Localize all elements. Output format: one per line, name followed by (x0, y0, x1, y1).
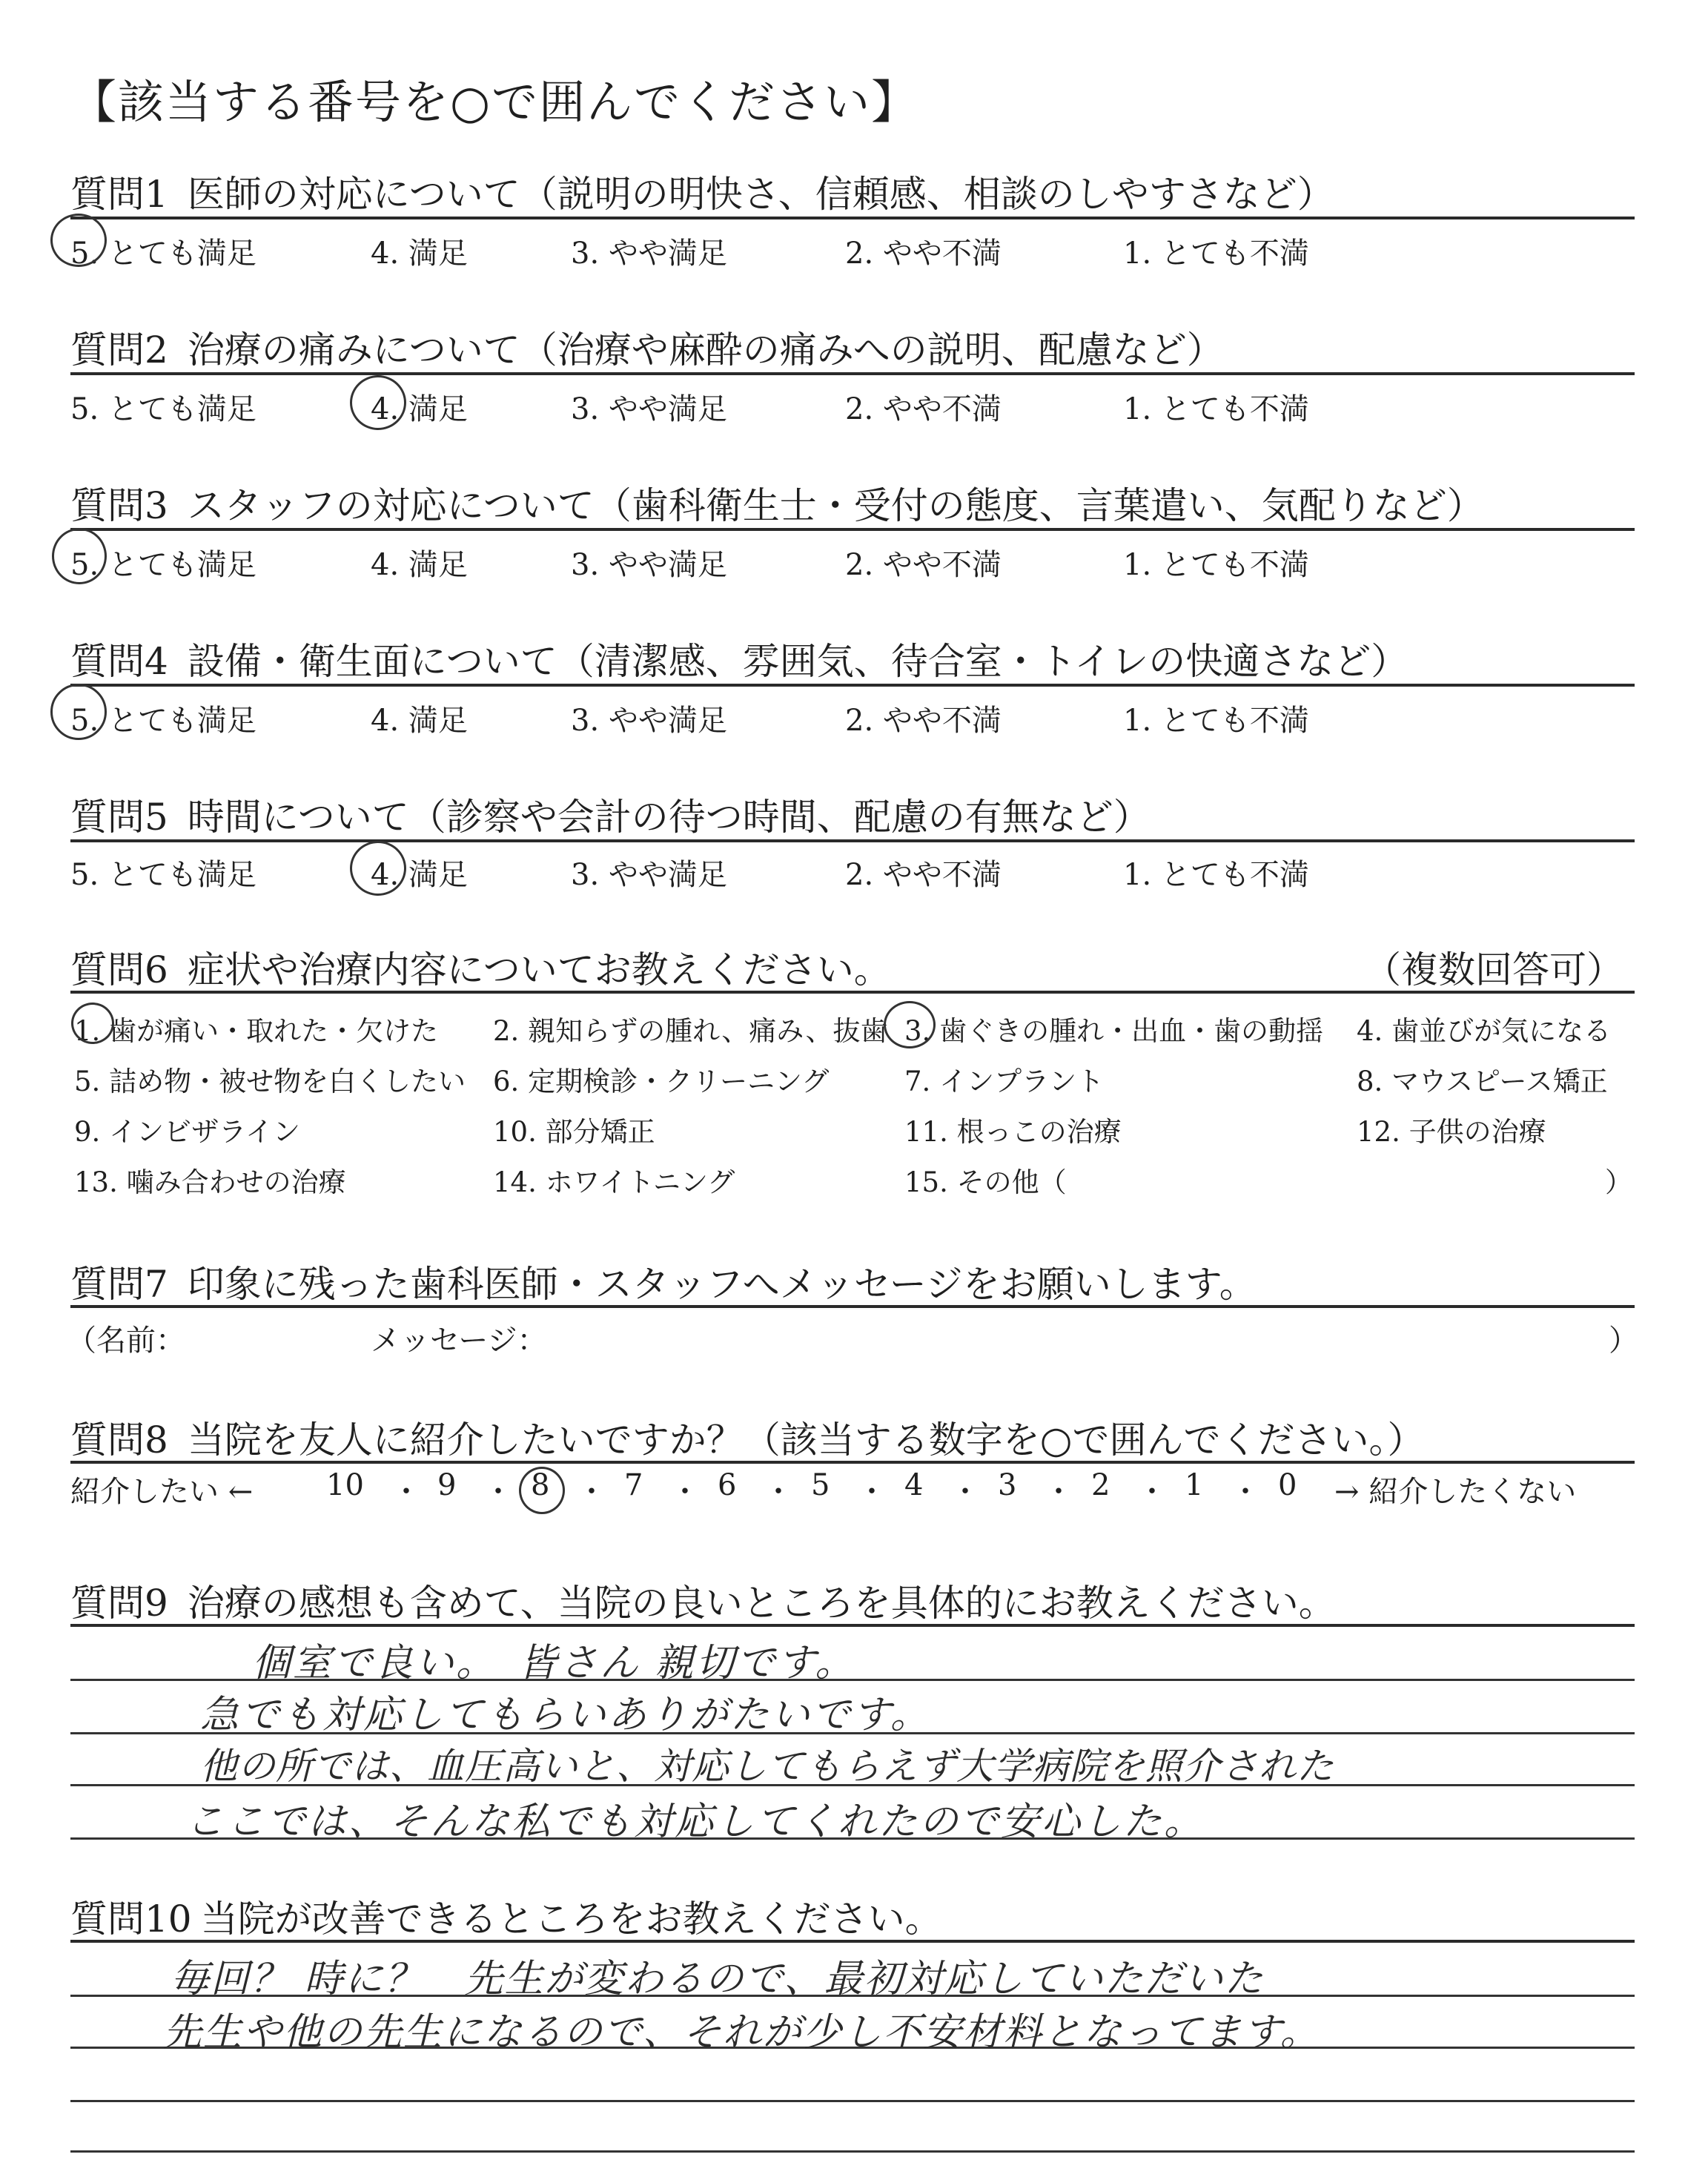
q6-text: 症状や治療内容についてお教えください。 (187, 948, 891, 991)
q3-option-2[interactable]: 2. やや不満 (845, 548, 1002, 582)
q5-answer-circle (350, 841, 406, 896)
q8-score-1[interactable]: 1 (1185, 1468, 1204, 1502)
q3-answer-circle (52, 528, 107, 584)
instructions-header: 【該当する番号を○で囲んでください】 (70, 75, 919, 129)
q6-option-2[interactable]: 2. 親知らずの腫れ、痛み、抜歯 (493, 1015, 888, 1047)
q10-title (70, 1889, 942, 1943)
q8-score-3[interactable]: 3 (998, 1468, 1017, 1502)
q6-option-12[interactable]: 12. 子供の治療 (1357, 1116, 1546, 1148)
q4-title (70, 632, 1408, 685)
q6-multiple-answers-note: （複数回答可） (1364, 948, 1623, 991)
q8-separator: ・ (1231, 1475, 1260, 1509)
q8-score-2[interactable]: 2 (1091, 1468, 1110, 1502)
q8-number: 質問8 (70, 1418, 168, 1462)
q6-rule (70, 991, 1635, 994)
q10-rule (70, 1940, 1635, 1943)
q6-option-7[interactable]: 7. インプラント (904, 1066, 1105, 1097)
q8-left-label: 紹介したい ← (70, 1475, 254, 1509)
q2-text: 治療の痛みについて（治療や麻酔の痛みへの説明、配慮など） (187, 328, 1224, 371)
q6-answer-circle-3 (884, 1001, 936, 1048)
q7-rule (70, 1305, 1635, 1308)
q7-number: 質問7 (70, 1263, 168, 1306)
q9-answer-line-3: 他の所では、血圧高いと、対応してもらえず大学病院を照介された (200, 1745, 1334, 1788)
q5-option-5[interactable]: 5. とても満足 (70, 858, 256, 892)
q1-option-1[interactable]: 1. とても不満 (1123, 237, 1309, 271)
q3-option-4[interactable]: 4. 満足 (371, 548, 468, 582)
q1-option-4[interactable]: 4. 満足 (371, 237, 468, 271)
q1-rule (70, 217, 1635, 219)
q4-option-5[interactable]: 5. とても満足 (70, 704, 256, 738)
q1-option-3[interactable]: 3. やや満足 (571, 237, 727, 271)
q8-score-9[interactable]: 9 (437, 1468, 457, 1502)
q1-option-5[interactable]: 5. とても満足 (70, 237, 256, 271)
q2-number: 質問2 (70, 328, 168, 371)
q5-option-4[interactable]: 4. 満足 (371, 858, 468, 892)
q6-option-1[interactable]: 1. 歯が痛い・取れた・欠けた (74, 1015, 439, 1047)
q3-number: 質問3 (70, 484, 168, 527)
q6-option-9[interactable]: 9. インビザライン (74, 1116, 300, 1148)
q6-option-5[interactable]: 5. 詰め物・被せ物を白くしたい (74, 1066, 466, 1097)
q2-title (70, 320, 1224, 374)
q6-option-13[interactable]: 13. 噛み合わせの治療 (74, 1166, 346, 1198)
q2-option-5[interactable]: 5. とても満足 (70, 392, 256, 426)
q6-answer-circle-1 (71, 1003, 114, 1044)
q5-option-2[interactable]: 2. やや不満 (845, 858, 1002, 892)
q8-score-8[interactable]: 8 (531, 1468, 550, 1502)
q6-option-8[interactable]: 8. マウスピース矯正 (1357, 1066, 1608, 1097)
q7-close-paren: ） (1609, 1324, 1638, 1358)
q4-option-4[interactable]: 4. 満足 (371, 704, 468, 738)
q8-separator: ・ (764, 1475, 793, 1509)
q9-text: 治療の感想も含めて、当院の良いところを具体的にお教えください。 (187, 1582, 1336, 1625)
q6-option-15-close: ） (1605, 1166, 1632, 1198)
q5-text: 時間について（診察や会計の待つ時間、配慮の有無など） (187, 796, 1151, 839)
q3-option-5[interactable]: 5. とても満足 (70, 548, 256, 582)
q9-number: 質問9 (70, 1582, 168, 1625)
q10-answer-line-1: 毎回？ 時に？ 先生が変わるので、最初対応していただいた (171, 1957, 1265, 2001)
q10-text: 当院が改善できるところをお教えください。 (200, 1898, 942, 1941)
q10-answer-line-2: 先生や他の先生になるので、それが少し不安材料となってます。 (163, 2010, 1320, 2055)
q4-text: 設備・衛生面について（清潔感、雰囲気、待合室・トイレの快適さなど） (187, 640, 1409, 683)
q3-option-3[interactable]: 3. やや満足 (571, 548, 727, 582)
q6-option-14[interactable]: 14. ホワイトニング (493, 1166, 735, 1198)
q6-number: 質問6 (70, 948, 168, 991)
q8-score-5[interactable]: 5 (811, 1468, 830, 1502)
q2-rule (70, 372, 1635, 375)
q4-answer-circle (50, 684, 107, 740)
q9-rule (70, 1624, 1635, 1627)
q8-text: 当院を友人に紹介したいですか？（該当する数字を○で囲んでください。） (187, 1418, 1425, 1462)
q6-option-3[interactable]: 3. 歯ぐきの腫れ・出血・歯の動揺 (904, 1015, 1324, 1047)
q8-score-10[interactable]: 10 (326, 1468, 364, 1502)
q10-answer-line (70, 2150, 1635, 2153)
q6-option-10[interactable]: 10. 部分矯正 (493, 1116, 655, 1148)
q8-answer-circle (519, 1467, 565, 1514)
q5-rule (70, 839, 1635, 842)
q8-separator: ・ (950, 1475, 980, 1509)
q7-text: 印象に残った歯科医師・スタッフへメッセージをお願いします。 (187, 1263, 1257, 1306)
q6-option-11[interactable]: 11. 根っこの治療 (904, 1116, 1122, 1148)
q2-answer-circle (350, 375, 406, 430)
q9-answer-line-4: ここでは、そんな私でも対応してくれたので安心した。 (185, 1800, 1205, 1844)
q5-title (70, 787, 1151, 841)
q7-title (70, 1255, 1257, 1308)
q8-score-4[interactable]: 4 (904, 1468, 924, 1502)
q6-option-4[interactable]: 4. 歯並びが気になる (1357, 1015, 1612, 1047)
q2-option-1[interactable]: 1. とても不満 (1123, 392, 1309, 426)
q6-option-15[interactable]: 15. その他（ (904, 1166, 1067, 1198)
q8-title (70, 1410, 1424, 1464)
q5-number: 質問5 (70, 796, 168, 839)
q10-number: 質問10 (70, 1898, 192, 1941)
q3-text: スタッフの対応について（歯科衛生士・受付の態度、言葉遣い、気配りなど） (187, 484, 1484, 527)
q8-separator: ・ (577, 1475, 606, 1509)
q8-rule (70, 1461, 1635, 1464)
q4-option-2[interactable]: 2. やや不満 (845, 704, 1002, 738)
q2-option-4[interactable]: 4. 満足 (371, 392, 468, 426)
q4-rule (70, 684, 1635, 687)
q8-score-0[interactable]: 0 (1278, 1468, 1297, 1502)
q8-score-6[interactable]: 6 (718, 1468, 737, 1502)
q4-option-1[interactable]: 1. とても不満 (1123, 704, 1309, 738)
q10-answer-line (70, 2100, 1635, 2102)
q1-answer-circle (50, 214, 107, 267)
q6-option-6[interactable]: 6. 定期検診・クリーニング (493, 1066, 830, 1097)
q1-title (70, 165, 1334, 218)
q2-option-3[interactable]: 3. やや満足 (571, 392, 727, 426)
q8-separator: ・ (1044, 1475, 1073, 1509)
q3-title (70, 476, 1484, 529)
q9-answer-line-1: 個室で良い。 皆さん 親切です。 (252, 1641, 856, 1685)
q8-separator: ・ (670, 1475, 700, 1509)
q8-separator: ・ (857, 1475, 887, 1509)
q1-text: 医師の対応について（説明の明快さ、信頼感、相談のしやすさなど） (187, 173, 1334, 216)
q3-rule (70, 528, 1635, 531)
q8-separator: ・ (391, 1475, 421, 1509)
q5-option-3[interactable]: 3. やや満足 (571, 858, 727, 892)
q1-number: 質問1 (70, 173, 168, 216)
q3-option-1[interactable]: 1. とても不満 (1123, 548, 1309, 582)
q5-option-1[interactable]: 1. とても不満 (1123, 858, 1309, 892)
q8-score-7[interactable]: 7 (624, 1468, 643, 1502)
q8-right-label: → 紹介したくない (1334, 1475, 1577, 1509)
q9-answer-line-2: 急でも対応してもらいありがたいです。 (200, 1693, 931, 1737)
q7-name-label: （名前： (67, 1324, 185, 1358)
q2-option-2[interactable]: 2. やや不満 (845, 392, 1002, 426)
q4-number: 質問4 (70, 640, 168, 683)
q1-option-2[interactable]: 2. やや不満 (845, 237, 1002, 271)
q7-message-label: メッセージ： (371, 1324, 547, 1358)
q6-title (70, 940, 891, 994)
q4-option-3[interactable]: 3. やや満足 (571, 704, 727, 738)
q9-title (70, 1573, 1336, 1627)
q8-separator: ・ (483, 1475, 513, 1509)
q8-separator: ・ (1137, 1475, 1167, 1509)
